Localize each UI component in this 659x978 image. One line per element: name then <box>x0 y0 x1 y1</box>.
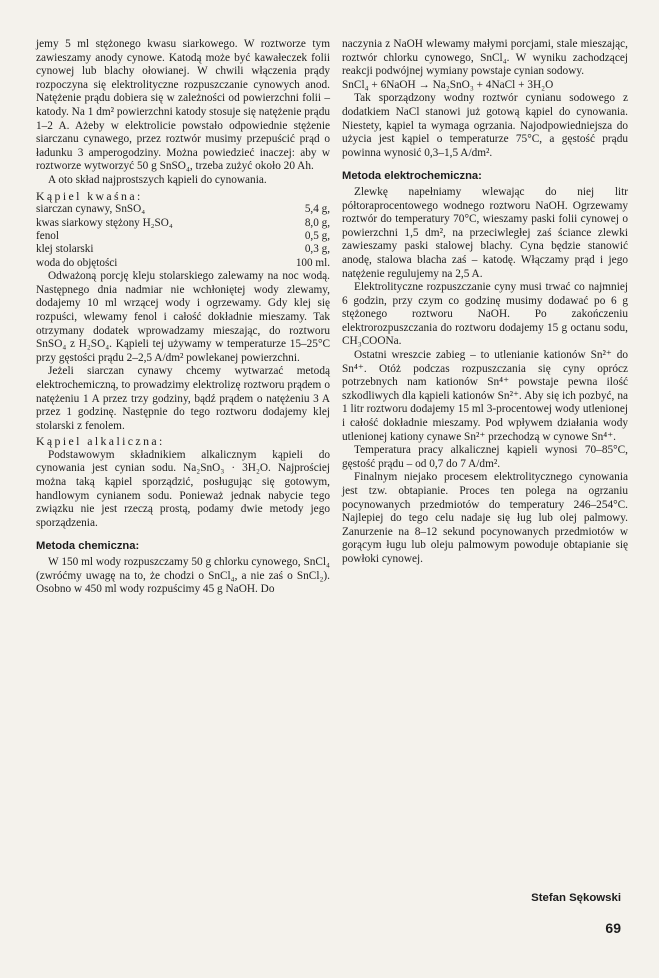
recipe-ingredient: kwas siarkowy stężony H₂SO₄ <box>36 216 173 229</box>
recipe-row <box>36 243 330 256</box>
page-number: 69 <box>605 920 621 936</box>
recipe-row <box>36 203 330 216</box>
recipe-amount: 5,4 g, <box>304 203 330 216</box>
paragraph-dissolution: Elektrolityczne rozpuszczanie cyny musi trwać co najmniej 6 godzin, przy czym co godzinę musimy dodawać po 6 g stężonego roztworu NaOH. Po zakończeniu elektrorozpuszczania do roztworu dodajemy 15 g octanu sodu, CH₃COONa. <box>342 281 628 348</box>
paragraph-oxidation: Ostatni wreszcie zabieg – to utlenianie kationów Sn²⁺ do Sn⁴⁺. Otóż podczas rozpuszczania się cyny oprócz potrzebnych nam kationów Sn⁴⁺ powstaje pewna ilość szkodliwych dla kąpieli kationów Sn²⁺. Aby się ich pozbyć, na 1 litr roztworu dodajemy 15 ml 3-procentowej wody utlenionej i całość dokładnie mieszamy. Pod wpływem działania wody utlenionej kationy cynawe Sn²⁺ przechodzą w cynowe Sn⁴⁺. <box>342 349 628 443</box>
recipe-ingredient: woda do objętości <box>36 256 118 269</box>
paragraph-electrochemical-sulfate: Jeżeli siarczan cynawy chcemy wytwarzać metodą elektrochemiczną, to prowadzimy elektrolizę roztworu prądem o natężeniu 1 A przez trzy godziny, bądź prądem o natężeniu 3 A przez 1 godzinę. Następnie do tego roztworu dodajemy klej stolarski z fenolem. <box>36 365 330 432</box>
acid-bath-recipe <box>36 203 330 270</box>
chemical-method-heading: Metoda chemiczna: <box>36 540 140 553</box>
recipe-amount: 8,0 g, <box>304 216 330 229</box>
recipe-amount: 100 ml. <box>295 256 330 269</box>
paragraph-electrochemical-setup: Zlewkę napełniamy wlewając do niej litr półtoraprocentowego wodnego roztworu NaOH. Ogrzewamy roztwór do temperatury 70°C, wieszamy paski folii cynowej o powierzchni 1,5 dm², na przeciwległej zaś ściance zlewki zawieszamy paski stalowej blachy. Cyna będzie stanowić anodę, stalowa blacha zaś – katodę. Włączamy prąd i jego natężenie regulujemy na 2,5 A. <box>342 185 628 280</box>
paragraph-anode-intro: jemy 5 ml stężonego kwasu siarkowego. W roztworze tym zawieszamy anody cynowe. Katodą może być kawałeczek folii cynowej lub blachy ołowianej. W chwili włączenia prądy rozpoczyna się elektrolityczne rozpuszczanie cynowych anod. Natężenie prądu dobiera się w zależności od powierzchni folii – katody. Na 1 dm² powierzchni katody stosuje się natężenie prądu 1–2 A. Ażeby w elektrolicie powstało odpowiednie stężenie siarczanu cynawego, przez roztwór musimy przepuścić prąd o ładunku 3 amperogodziny. Można powiedzieć inaczej: aby w roztworze wytworzyć 50 g SnSO₄, trzeba zużyć około 20 Ah. <box>36 38 330 173</box>
paragraph-chemical-method: W 150 ml wody rozpuszczamy 50 g chlorku cynowego, SnCl₄ (zwróćmy uwagę na to, że chodzi o SnCl₄, a nie zaś o SnCl₂). Osobno w 450 ml wody rozpuścimy 45 g NaOH. Do <box>36 556 330 596</box>
right-column <box>342 38 628 567</box>
paragraph-reaction-intro: naczynia z NaOH wlewamy małymi porcjami, stale mieszając, roztwór chlorku cynowego, SnCl₄. W wyniku zachodzącej reakcji podwójnej wymiany powstaje cynian sodowy. <box>342 38 628 78</box>
reaction-equation: SnCl₄ + 6NaOH → Na₂SnO₃ + 4NaCl + 3H₂O <box>342 78 554 91</box>
alkaline-bath-heading: Kąpiel alkaliczna: <box>36 434 165 449</box>
paragraph-reflow: Finalnym niejako procesem elektrolitycznego cynowania jest tzw. obtapianie. Proces ten polega na ogrzaniu pocynowanych przedmiotów do temperatury 246–254°C. Najlepiej do tego celu nadaje się ług lub olej palmowy. Zanurzenie na 8–12 sekund pocynowanych przedmiotów w gorącym ługu lub oleju palmowym powoduje obtapianie się powłoki cynowej. <box>342 471 628 565</box>
recipe-ingredient: siarczan cynawy, SnSO₄ <box>36 203 146 216</box>
recipe-amount: 0,3 g, <box>304 243 330 256</box>
recipe-row <box>36 230 330 243</box>
left-column <box>36 38 330 597</box>
recipe-row <box>36 217 330 230</box>
recipe-row <box>36 257 330 270</box>
author-signature: Stefan Sękowski <box>531 892 621 904</box>
paragraph-working-temperature: Temperatura pracy alkalicznej kąpieli wynosi 70–85°C, gęstość prądu – od 0,7 do 7 A/dm². <box>342 444 628 470</box>
paragraph-glue-preparation: Odważoną porcję kleju stolarskiego zalewamy na noc wodą. Następnego dnia nadmiar nie wchłoniętej wody zlewamy, dodajemy 10 ml wrzącej wody i ogrzewamy. Gdy klej się rozpuści, wlewamy fenol i całość dokładnie mieszamy. Tak otrzymany dodatek wprowadzamy mieszając, do roztworu SnSO₄ z H₂SO₄. Kąpieli tej używamy w temperaturze 15–25°C przy gęstości prądu 2–2,5 A/dm² powlekanej powierzchni. <box>36 270 330 364</box>
paragraph-alkaline-bath: Podstawowym składnikiem alkalicznym kąpieli do cynowania jest cynian sodu. Na₂SnO₃ · 3H₂O. Najprościej można taką kąpiel sporządzić, posługując się gotowym, handlowym cynianem sodu. Ponieważ jednak nabycie tego związku nie jest rzeczą prostą, podamy dwie metody jego sporządzenia. <box>36 448 330 529</box>
recipe-ingredient: klej stolarski <box>36 243 94 256</box>
recipe-ingredient: fenol <box>36 229 59 242</box>
paragraph-bath-ready: Tak sporządzony wodny roztwór cynianu sodowego z dodatkiem NaCl stanowi już gotową kąpiel do cynowania. Niestety, kąpiel ta wymaga ogrzania. Najodpowiedniejsza do użycia jest kąpiel o temperaturze 75°C, a gęstość prądu powinna wynosić 0,3–1,5 A/dm². <box>342 92 628 159</box>
electrochemical-method-heading: Metoda elektrochemiczna: <box>342 170 482 183</box>
paragraph-bath-composition-intro: A oto skład najprostszych kąpieli do cynowania. <box>48 173 267 186</box>
acid-bath-heading: Kąpiel kwaśna: <box>36 188 143 203</box>
recipe-amount: 0,5 g, <box>304 229 330 242</box>
